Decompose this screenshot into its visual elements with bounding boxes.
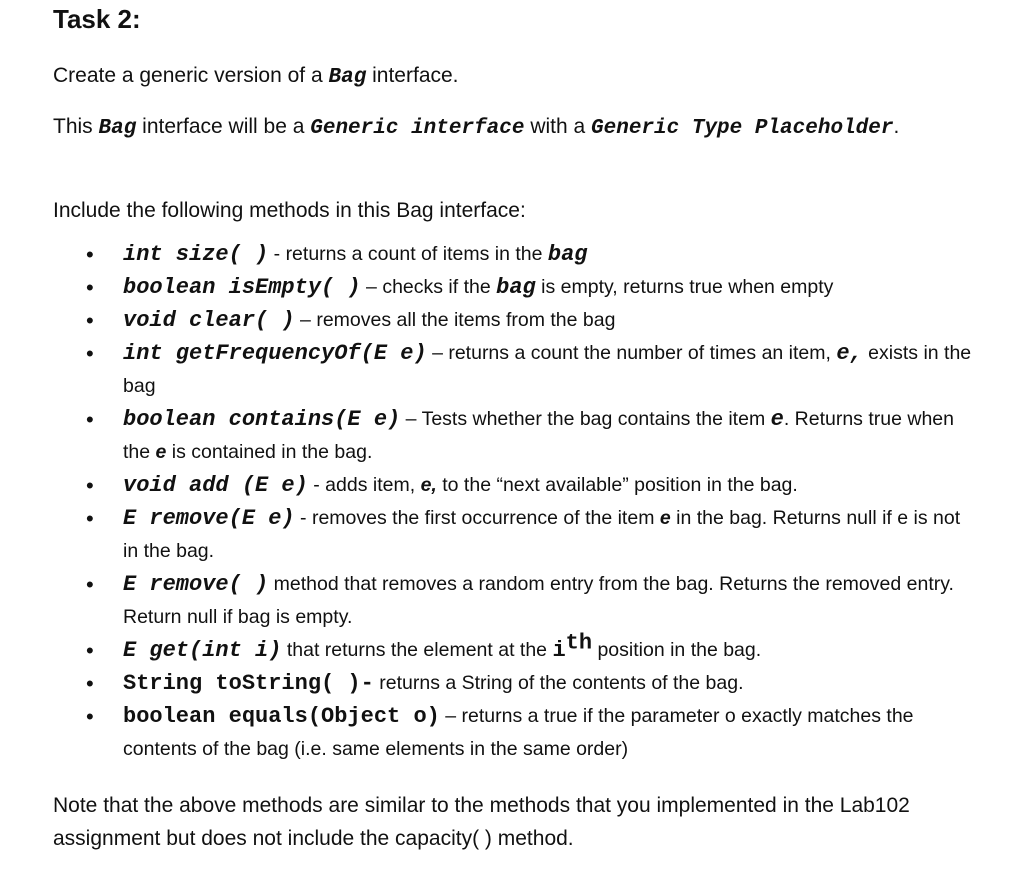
generic-paragraph: This Bag interface will be a Generic interface with a Generic Type Placeholder. (53, 115, 900, 140)
generic-type-term: Generic Type Placeholder (591, 117, 894, 140)
list-item: • boolean equals(Object o) – returns a true if the parameter o exactly matches the contents of the bag (i.e. same elements in the same order) (0, 700, 973, 766)
list-item: • int size( ) - returns a count of items in the bag (0, 238, 973, 271)
bullet-icon: • (86, 242, 94, 267)
list-item: • E remove(E e) - removes the first occurrence of the item e in the bag. Returns null if e is not in the bag. (0, 502, 973, 568)
list-item: • void add (E e) - adds item, e, to the “next available” position in the bag. (0, 469, 973, 502)
bullet-icon: • (86, 704, 94, 729)
list-item: • String toString( )- returns a String of the contents of the bag. (0, 667, 973, 700)
bullet-icon: • (86, 308, 94, 333)
method-signature: void add (E e) (123, 473, 308, 498)
bullet-icon: • (86, 506, 94, 531)
method-signature: String toString( )- (123, 671, 374, 696)
generic-interface-term: Generic interface (310, 117, 525, 140)
list-item: • E get(int i) that returns the element at the $i^{th}$ position in the bag. (0, 634, 973, 667)
note-paragraph: Note that the above methods are similar to the methods that you implemented in the Lab102 assignment but does not include the capacity( ) method. (53, 794, 910, 850)
method-signature: int getFrequencyOf(E e) (123, 341, 427, 366)
method-signature: boolean equals(Object o) (123, 704, 440, 729)
task-heading: Task 2: (53, 4, 141, 34)
bag-term: Bag (328, 66, 367, 89)
bullet-icon: • (86, 638, 94, 663)
method-signature: void clear( ) (123, 308, 295, 333)
include-line: Include the following methods in this Bag interface: (53, 199, 526, 222)
method-signature: int size( ) (123, 242, 269, 267)
method-signature: boolean contains(E e) (123, 407, 401, 432)
method-signature: boolean isEmpty( ) (123, 275, 361, 300)
bullet-icon: • (86, 671, 94, 696)
list-item: • boolean contains(E e) – Tests whether the bag contains the item e. Returns true when the e is contained in the bag. (0, 403, 973, 469)
list-item: • boolean isEmpty( ) – checks if the bag is empty, returns true when empty (0, 271, 973, 304)
bullet-icon: • (86, 275, 94, 300)
method-list (0, 238, 1024, 766)
bullet-icon: • (86, 473, 94, 498)
list-item: • E remove( ) method that removes a random entry from the bag. Returns the removed entry. Return null if bag is empty. (0, 568, 973, 634)
bag-term: Bag (98, 117, 137, 140)
list-item: • int getFrequencyOf(E e) – returns a count the number of times an item, e, exists in the bag (0, 337, 973, 403)
method-signature: E get(int i) (123, 638, 282, 663)
method-signature: E remove(E e) (123, 506, 295, 531)
list-item: • void clear( ) – removes all the items from the bag (0, 304, 973, 337)
bullet-icon: • (86, 407, 94, 432)
bullet-icon: • (86, 341, 94, 366)
bullet-icon: • (86, 572, 94, 597)
intro-paragraph: Create a generic version of a Bag interface. (53, 64, 459, 89)
method-signature: E remove( ) (123, 572, 269, 597)
